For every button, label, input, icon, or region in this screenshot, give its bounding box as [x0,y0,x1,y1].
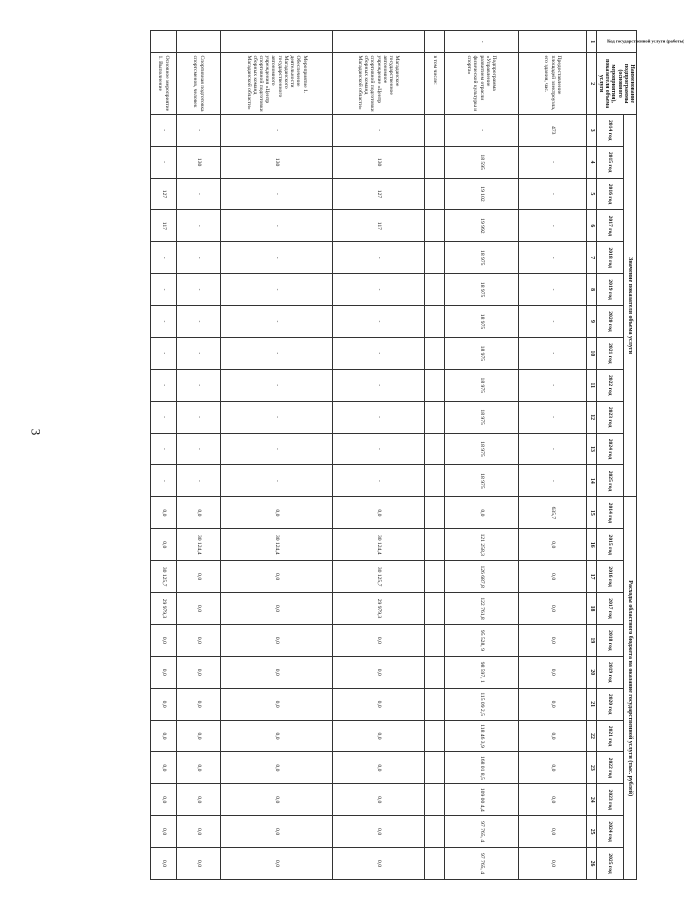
volume-cell: 473 [519,114,587,146]
column-number: 14 [587,465,597,497]
column-number: 21 [587,688,597,720]
volume-cell [425,114,445,146]
name-cell: в том числе: [425,53,445,114]
expense-year-header: 2024 год [597,816,624,848]
expense-cell [425,497,445,529]
expense-cell [425,593,445,625]
volume-cell: - [333,274,425,306]
column-number: 9 [587,306,597,338]
volume-year-header: 2014 год [597,114,624,146]
expense-year-header: 2021 год [597,720,624,752]
column-number: 10 [587,337,597,369]
volume-cell: - [151,114,177,146]
table-body [151,31,587,880]
expense-cell: 0,0 [221,752,333,784]
expense-cell: 0,0 [221,848,333,880]
volume-cell: - [221,369,333,401]
volume-cell: - [221,210,333,242]
column-number: 15 [587,497,597,529]
expense-cell: 635,7 [519,497,587,529]
volume-cell: 18 975 [445,306,519,338]
column-number: 8 [587,274,597,306]
volume-cell: - [177,210,221,242]
code-cell [151,31,177,53]
volume-cell: 18 975 [445,401,519,433]
volume-year-header: 2019 год [597,274,624,306]
volume-cell: - [151,274,177,306]
volume-cell [425,274,445,306]
volume-cell: - [151,433,177,465]
expense-cell: 0,0 [177,816,221,848]
volume-cell: - [221,465,333,497]
table-row [333,31,425,880]
volume-cell [425,369,445,401]
volume-cell: - [151,242,177,274]
name-cell: Магаданское государственное автономное учреждение «Центр спортивной подготовки сборных команд Магаданской области» [333,53,425,114]
code-column-header: Код государственной услуги (работы) [597,31,637,53]
name-cell: Спортивная подготовка спортсменов, человек [177,53,221,114]
expense-year-header: 2014 год [597,497,624,529]
expense-cell: 118 46 3,9 [445,720,519,752]
expense-cell: 0,0 [151,688,177,720]
volume-cell [425,146,445,178]
expense-cell: 0,0 [177,688,221,720]
volume-cell: - [221,433,333,465]
volume-cell: - [519,369,587,401]
expense-year-header: 2022 год [597,752,624,784]
name-cell: Подпрограмма «Управление развитием отрасли физической культуры и спорта» [445,53,519,114]
volume-cell: - [151,369,177,401]
expense-cell [425,752,445,784]
volume-cell: 18 975 [445,433,519,465]
expense-cell: 97 765, 4 [445,848,519,880]
expense-cell: 121 258,3 [445,529,519,561]
expense-cell [425,720,445,752]
volume-cell: - [177,337,221,369]
volume-cell: - [221,114,333,146]
expense-cell: 0,0 [221,593,333,625]
expense-cell: 0,0 [221,816,333,848]
volume-cell: - [177,242,221,274]
expense-year-header: 2019 год [597,656,624,688]
expense-cell [425,784,445,816]
expense-year-header: 2017 год [597,593,624,625]
volume-cell: - [177,433,221,465]
volume-cell: - [445,114,519,146]
table-row [445,31,519,880]
expense-group-header: Расходы областного бюджета на оказание государственной услуги (тыс. рублей) [624,497,637,880]
expense-cell: 0,0 [151,497,177,529]
volume-year-header: 2018 год [597,242,624,274]
rotated-landscape-sheet [67,30,684,880]
volume-cell [425,306,445,338]
code-cell [333,31,425,53]
expense-cell: 98 597, 1 [445,656,519,688]
volume-cell [425,465,445,497]
volume-cell [425,401,445,433]
expense-cell: 0,0 [519,816,587,848]
column-number: 11 [587,369,597,401]
expense-cell: 0,0 [221,688,333,720]
volume-cell: - [221,274,333,306]
expense-cell: 0,0 [519,561,587,593]
volume-cell: 18 975 [445,465,519,497]
volume-cell: - [151,146,177,178]
expense-cell: 0,0 [519,688,587,720]
expense-cell: 122 761,8 [445,593,519,625]
volume-cell: - [221,242,333,274]
volume-cell: - [151,306,177,338]
volume-cell: - [333,465,425,497]
name-cell: Предоставление площадей злектроузла, его здания, час. [519,53,587,114]
expense-cell: 0,0 [177,624,221,656]
expense-cell: 0,0 [151,784,177,816]
code-cell [425,31,445,53]
column-number: 12 [587,401,597,433]
volume-cell: 18 975 [445,242,519,274]
code-cell: - [445,31,519,53]
expense-cell: 109 00 4,4 [445,784,519,816]
table-row [177,31,221,880]
expense-cell: 0,0 [177,656,221,688]
expense-cell: 0,0 [177,784,221,816]
volume-cell: - [221,337,333,369]
expense-cell: 30 124,4 [177,529,221,561]
table-row [425,31,445,880]
expense-cell: 0,0 [221,624,333,656]
volume-cell: - [519,274,587,306]
column-number: 17 [587,561,597,593]
expense-cell: 115 09 2,5 [445,688,519,720]
expense-cell: 0,0 [151,529,177,561]
column-number: 6 [587,210,597,242]
expense-cell: 0,0 [333,656,425,688]
volume-cell: - [519,146,587,178]
volume-cell: 127 [333,178,425,210]
expense-cell: 0,0 [333,784,425,816]
name-cell: Основное мероприятие 1. Выполнение [151,53,177,114]
expense-cell: 0,0 [221,784,333,816]
expense-cell: 0,0 [333,720,425,752]
volume-cell: 117 [333,210,425,242]
expense-cell [425,624,445,656]
expense-cell: 0,0 [519,752,587,784]
expense-year-header: 2018 год [597,624,624,656]
expense-year-header: 2023 год [597,784,624,816]
column-number: 20 [587,656,597,688]
volume-cell: - [333,114,425,146]
table-row [519,31,587,880]
column-number: 23 [587,752,597,784]
table-row [151,31,177,880]
expense-cell: 0,0 [177,752,221,784]
year-header-row [597,31,624,880]
volume-cell: - [177,369,221,401]
volume-cell: - [177,465,221,497]
expense-cell: 30 125,7 [151,561,177,593]
expense-cell: 0,0 [333,497,425,529]
volume-cell: 19 102 [445,178,519,210]
volume-year-header: 2025 год [597,465,624,497]
column-number: 19 [587,624,597,656]
volume-cell: - [151,465,177,497]
expense-cell: 0,0 [333,624,425,656]
expense-cell [425,561,445,593]
expense-cell [425,816,445,848]
volume-cell: - [519,337,587,369]
column-number: 13 [587,433,597,465]
expense-cell: 0,0 [151,816,177,848]
volume-year-header: 2024 год [597,433,624,465]
expense-cell: 29 979,3 [151,593,177,625]
expense-year-header: 2020 год [597,688,624,720]
volume-cell: - [519,210,587,242]
expense-cell: 0,0 [221,720,333,752]
expense-cell: 0,0 [221,561,333,593]
expense-cell: 0,0 [151,720,177,752]
volume-group-header: Значение показателя объема услуги [624,114,637,497]
volume-cell: 130 [333,146,425,178]
volume-cell: 130 [177,146,221,178]
volume-cell: - [519,306,587,338]
volume-cell: - [177,306,221,338]
column-number: 4 [587,146,597,178]
page-number: 3 [28,428,44,436]
column-number: 16 [587,529,597,561]
volume-cell: - [519,401,587,433]
volume-cell: - [177,401,221,433]
volume-cell: - [333,242,425,274]
expense-cell: 0,0 [151,624,177,656]
expense-cell: 0,0 [333,752,425,784]
volume-cell [425,210,445,242]
expense-cell [425,656,445,688]
volume-cell: - [221,401,333,433]
expense-cell: 0,0 [151,752,177,784]
volume-cell: - [333,337,425,369]
column-number: 7 [587,242,597,274]
expense-cell [425,529,445,561]
volume-cell: - [177,274,221,306]
volume-year-header: 2015 год [597,146,624,178]
code-cell [519,31,587,53]
volume-cell: - [333,369,425,401]
expense-cell: 0,0 [177,593,221,625]
expense-cell: 168 01 8,5 [445,752,519,784]
volume-year-header: 2017 год [597,210,624,242]
expense-cell: 29 979,3 [333,593,425,625]
volume-cell: 19 992 [445,210,519,242]
expense-cell: 0,0 [177,561,221,593]
expense-cell: 0,0 [333,848,425,880]
expense-cell: 0,0 [519,656,587,688]
volume-cell: - [519,242,587,274]
volume-cell: - [221,178,333,210]
name-cell: Мероприятие 1. Обеспечение деятельности Магаданского государственного автономного учреждения «Центр спортивной подготовки сборных команд Магаданской области» [221,53,333,114]
volume-cell: - [519,465,587,497]
volume-cell: - [519,178,587,210]
code-cell [177,31,221,53]
volume-cell: - [333,433,425,465]
volume-year-header: 2021 год [597,337,624,369]
volume-cell: 18 975 [445,337,519,369]
volume-cell: 130 [221,146,333,178]
volume-cell [425,178,445,210]
column-number: 5 [587,178,597,210]
volume-cell: - [519,433,587,465]
expense-cell: 0,0 [519,593,587,625]
volume-year-header: 2016 год [597,178,624,210]
volume-cell: - [333,306,425,338]
expense-cell: 30 124,4 [221,529,333,561]
expense-cell: 0,0 [333,688,425,720]
expense-cell [425,688,445,720]
volume-cell [425,337,445,369]
expense-cell: 0,0 [177,720,221,752]
volume-cell: - [177,114,221,146]
expense-cell: 30 124,4 [333,529,425,561]
expense-year-header: 2016 год [597,561,624,593]
expense-cell: 0,0 [333,816,425,848]
volume-cell [425,242,445,274]
expense-cell: 0,0 [151,656,177,688]
column-number: 24 [587,784,597,816]
expense-cell [425,848,445,880]
expenditure-table [150,30,684,880]
column-number-row [587,31,597,880]
expense-cell: 0,0 [519,624,587,656]
column-number: 1 [587,31,597,53]
column-number: 25 [587,816,597,848]
volume-cell: - [151,401,177,433]
volume-cell: 18 595 [445,146,519,178]
column-number: 2 [587,53,597,114]
volume-cell: 18 975 [445,369,519,401]
expense-cell: 0,0 [221,497,333,529]
volume-year-header: 2023 год [597,401,624,433]
volume-cell: 117 [151,210,177,242]
expense-cell: 0,0 [519,784,587,816]
column-number: 3 [587,114,597,146]
column-number: 26 [587,848,597,880]
volume-cell [425,433,445,465]
expense-cell: 0,0 [519,529,587,561]
expense-cell: 30 125,7 [333,561,425,593]
volume-year-header: 2020 год [597,306,624,338]
volume-cell: - [221,306,333,338]
expense-cell: 0,0 [177,497,221,529]
column-number: 18 [587,593,597,625]
expense-year-header: 2025 год [597,848,624,880]
expense-cell: 126 687,8 [445,561,519,593]
code-cell [221,31,333,53]
expense-cell: 0,0 [519,848,587,880]
expense-year-header: 2015 год [597,529,624,561]
expense-cell: 95 528, 9 [445,624,519,656]
expense-cell: 97 765, 4 [445,816,519,848]
expense-cell: 0,0 [151,848,177,880]
expense-cell: 0,0 [177,848,221,880]
volume-cell: 18 975 [445,274,519,306]
expense-cell: 0,0 [519,720,587,752]
volume-cell: 127 [151,178,177,210]
name-column-header: Наименование подпрограммы (основного мероприятия), показателя объема услуги [597,53,637,114]
expense-cell: 0,0 [445,497,519,529]
volume-cell: - [333,401,425,433]
volume-year-header: 2022 год [597,369,624,401]
volume-cell: - [177,178,221,210]
expense-cell: 0,0 [221,656,333,688]
volume-cell: - [151,337,177,369]
column-number: 22 [587,720,597,752]
table-row [221,31,333,880]
